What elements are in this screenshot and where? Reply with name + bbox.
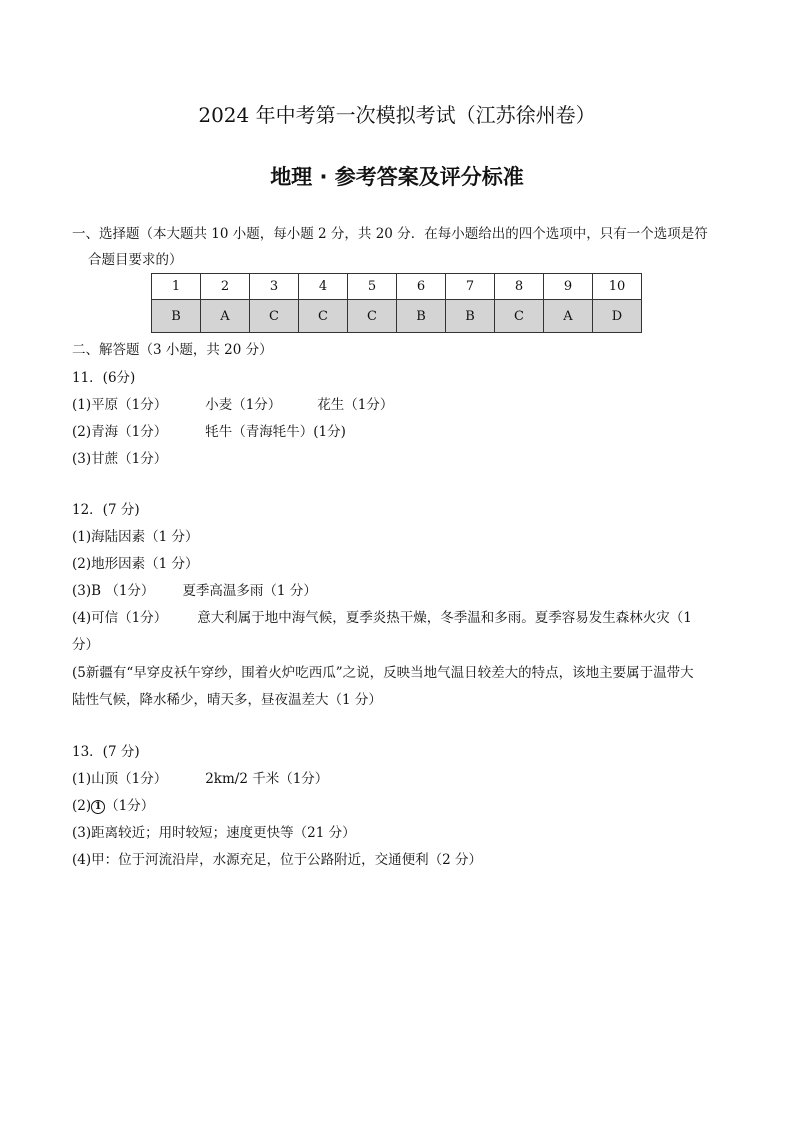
answer-part: 小麦（1分） (205, 397, 282, 413)
answer-part: 夏季高温多雨（1 分） (182, 583, 317, 599)
answer-part: (2)青海（1分） (72, 424, 168, 440)
question-number-cell: 2 (201, 274, 250, 300)
question-number-cell: 8 (495, 274, 544, 300)
answer-cell: C (495, 300, 544, 333)
q12-answer-1: (1)海陆因素（1 分） (72, 529, 199, 545)
answer-cell: D (593, 300, 642, 333)
section1-instructions: 一、选择题（本大题共 10 小题，每小题 2 分，共 20 分．在每小题给出的四个选项中，只有一个选项是符 (72, 226, 708, 242)
answer-cell: A (201, 300, 250, 333)
q13-answer-1 (72, 767, 328, 787)
q12-heading: 12．(7 分) (72, 502, 140, 518)
circled-number: 1 (91, 800, 105, 814)
section1-instructions-cont: 合题目要求的） (88, 252, 183, 268)
answer-table-answer-row (152, 300, 642, 333)
answer-part: （1分） (105, 798, 155, 814)
question-number-cell: 4 (299, 274, 348, 300)
q12-answer-4 (72, 606, 692, 626)
answer-table-number-row (152, 274, 642, 300)
answer-part: (1)平原（1分） (72, 397, 168, 413)
answer-part: (1)山顶（1分） (72, 771, 168, 787)
page-title: 2024 年中考第一次模拟考试（江苏徐州卷） (198, 103, 596, 127)
question-number-cell: 3 (250, 274, 299, 300)
answer-cell: B (446, 300, 495, 333)
question-number-cell: 9 (544, 274, 593, 300)
q12-answer-5: (5新疆有“早穿皮袄午穿纱，围着火炉吃西瓜”之说，反映当地气温日较差大的特点，该地主要属于温带大 (72, 665, 694, 681)
q13-answer-3: (3)距离较近；用时较短；速度更快等（21 分） (72, 825, 356, 841)
q12-answer-3 (72, 579, 317, 599)
answer-part: 花生（1分） (317, 397, 394, 413)
q13-heading: 13．(7 分) (72, 744, 140, 760)
section2-heading: 二、解答题（3 小题，共 20 分） (72, 342, 273, 358)
answer-part: (2) (72, 798, 92, 814)
answer-cell: B (397, 300, 446, 333)
q12-answer-4-cont: 分） (72, 637, 99, 653)
q13-answer-2 (72, 794, 154, 814)
question-number-cell: 10 (593, 274, 642, 300)
answer-part: 牦牛（青海牦牛）(1分) (205, 424, 346, 440)
answer-cell: C (250, 300, 299, 333)
q11-answer-3: (3)甘蔗（1分） (72, 451, 168, 467)
q11-answer-2 (72, 420, 346, 440)
question-number-cell: 5 (348, 274, 397, 300)
q12-answer-2: (2)地形因素（1 分） (72, 556, 199, 572)
answer-cell: C (299, 300, 348, 333)
q12-answer-5-cont: 陆性气候，降水稀少，晴天多，昼夜温差大（1 分） (72, 692, 382, 708)
q11-answer-1 (72, 393, 393, 413)
question-number-cell: 1 (152, 274, 201, 300)
page-subtitle: 地理 · 参考答案及评分标准 (270, 165, 524, 189)
q11-heading: 11．(6分) (72, 370, 136, 386)
question-number-cell: 7 (446, 274, 495, 300)
q13-answer-4: (4)甲：位于河流沿岸，水源充足，位于公路附近，交通便利（2 分） (72, 852, 483, 868)
answer-cell: A (544, 300, 593, 333)
answer-part: 2km/2 千米（1分） (205, 771, 329, 787)
answer-part: (3)B （1分） (72, 583, 155, 599)
answer-cell: C (348, 300, 397, 333)
question-number-cell: 6 (397, 274, 446, 300)
answer-part: 意大利属于地中海气候，夏季炎热干燥，冬季温和多雨。夏季容易发生森林火灾（1 (197, 610, 692, 626)
answer-cell: B (152, 300, 201, 333)
answer-part: (4)可信（1分） (72, 610, 168, 626)
answer-table (151, 273, 642, 333)
